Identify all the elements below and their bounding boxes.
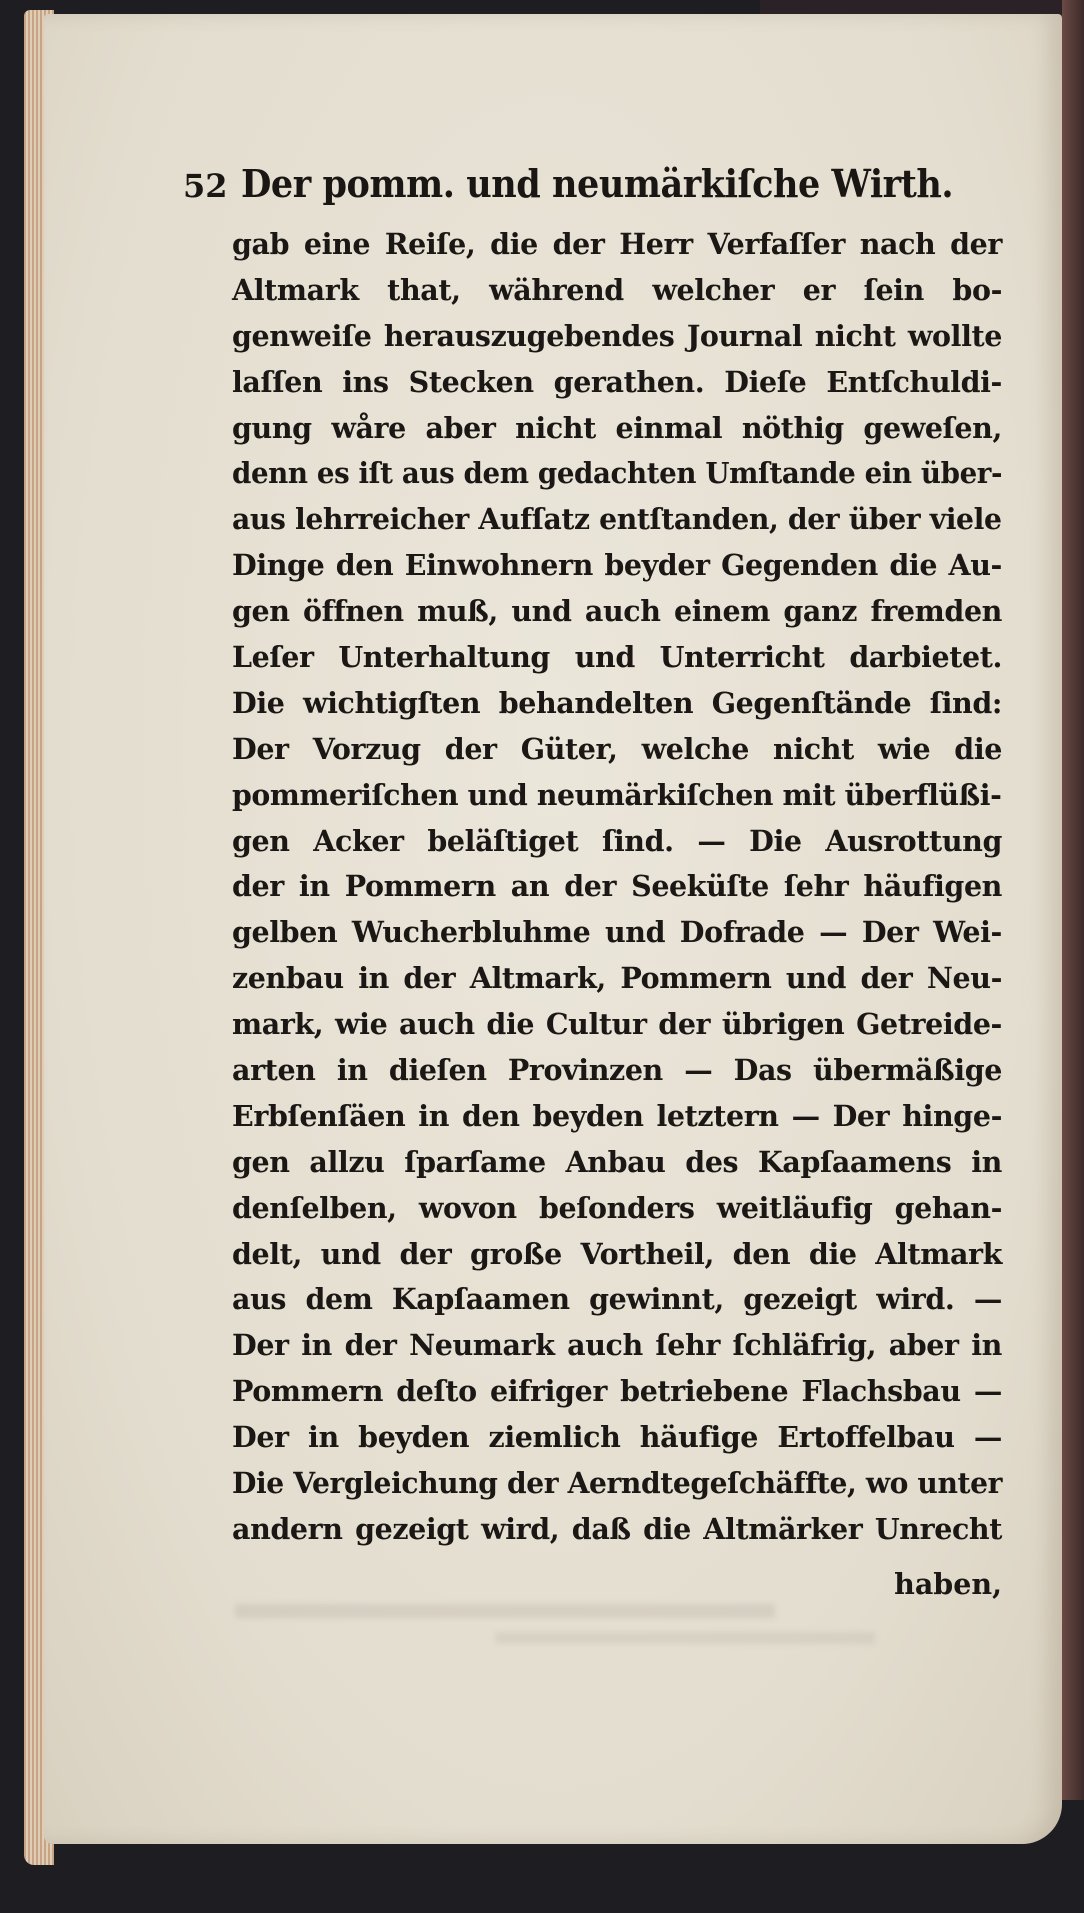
- text-line: Die wichtigſten behandelten Gegenſtände ſind:: [232, 685, 1002, 720]
- body-text: [232, 222, 1002, 1553]
- text-line: Die Vergleichung der Aerndtegeſchäffte, wo unter: [232, 1466, 1003, 1501]
- page-header: [183, 162, 953, 210]
- text-line: denſelben, wovon beſonders weitläufig gehan-: [232, 1190, 1002, 1225]
- page-number: 52: [183, 167, 228, 205]
- text-line: gung wåre aber nicht einmal nöthig geweſen,: [232, 410, 1002, 445]
- text-line: gen allzu ſparſame Anbau des Kapſaamens in: [232, 1144, 1002, 1179]
- text-line: gelben Wucherbluhme und Dofrade — Der Wei-: [232, 915, 1002, 950]
- text-line: mark, wie auch die Cultur der übrigen Getreide-: [232, 1007, 1002, 1042]
- text-line: Der in der Neumark auch ſehr ſchläfrig, aber in: [232, 1328, 1002, 1363]
- bleed-through-text: [235, 1604, 775, 1618]
- text-line: Dinge den Einwohnern beyder Gegenden die Au-: [232, 548, 1002, 583]
- text-line: gen öffnen muß, und auch einem ganz fremden: [232, 594, 1002, 629]
- book-cover-edge: [1062, 0, 1084, 1800]
- text-line: gen Acker beläſtiget ſind. — Die Ausrottung: [232, 823, 1002, 858]
- text-line: Leſer Unterhaltung und Unterricht darbietet.: [232, 640, 1002, 675]
- text-line: aus dem Kapſaamen gewinnt, gezeigt wird. —: [232, 1282, 1002, 1317]
- running-title: Der pomm. und neumärkiſche Wirth.: [241, 161, 954, 206]
- text-line: Erbſenſäen in den beyden letztern — Der hinge-: [232, 1098, 1002, 1133]
- text-line: Altmark that, während welcher er ſein bo-: [232, 272, 1002, 307]
- running-title-box: [241, 162, 953, 206]
- text-line: denn es iſt aus dem gedachten Umſtande ein über-: [232, 456, 1003, 491]
- text-line: Der Vorzug der Güter, welche nicht wie die: [232, 731, 1002, 766]
- text-line: der in Pommern an der Seeküſte ſehr häufigen: [232, 869, 1002, 904]
- text-line: gab eine Reiſe, die der Herr Verfaſſer nach der: [232, 227, 1002, 261]
- text-line: laſſen ins Stecken gerathen. Dieſe Entſchuldi-: [232, 364, 1002, 399]
- text-line: delt, und der große Vortheil, den die Altmark: [232, 1236, 1002, 1271]
- text-line: zenbau in der Altmark, Pommern und der Neu-: [232, 961, 1002, 996]
- bleed-through-text: [495, 1632, 875, 1644]
- text-line: pommeriſchen und neumärkiſchen mit überflüßi-: [232, 777, 1002, 812]
- text-line: Der in beyden ziemlich häufige Ertoffelbau —: [232, 1420, 1002, 1455]
- text-line: aus lehrreicher Aufſatz entſtanden, der über viele: [232, 502, 1002, 537]
- catchword: haben,: [894, 1567, 1002, 1601]
- text-line: genweiſe herauszugebendes Journal nicht wollte: [232, 318, 1002, 353]
- text-line: Pommern deſto eifriger betriebene Flachsbau —: [232, 1374, 1002, 1409]
- text-line: arten in dieſen Provinzen — Das übermäßige: [232, 1053, 1002, 1088]
- text-line: andern gezeigt wird, daß die Altmärker Unrecht: [232, 1511, 1002, 1546]
